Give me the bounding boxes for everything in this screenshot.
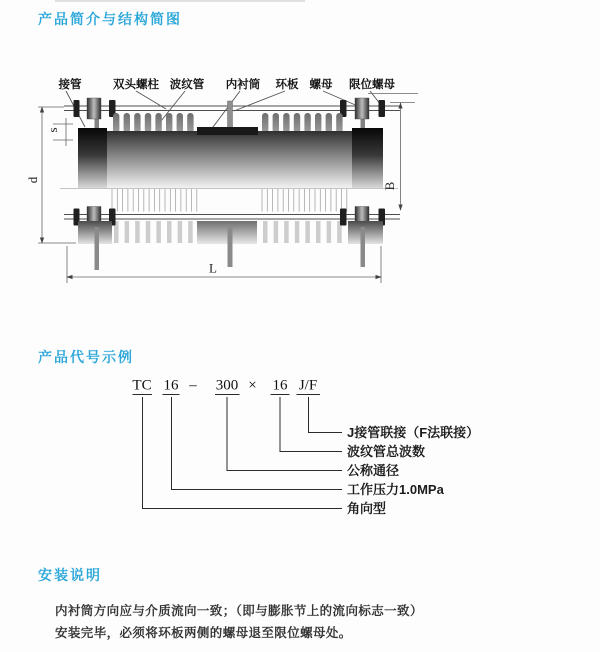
code-seg-connection: J/F	[298, 377, 318, 394]
hanging-studs-bottom	[95, 227, 366, 270]
dim-label-B: B	[382, 181, 397, 191]
ring-plate-tab-top	[228, 101, 233, 129]
ann-working-pressure: 工作压力1.0MPa	[347, 482, 444, 497]
dimension-d	[25, 107, 76, 243]
dim-label-d: d	[25, 176, 40, 184]
ann-nominal-diameter: 公称通径	[347, 463, 400, 478]
structure-diagram	[0, 60, 600, 310]
bellows-left-bottom-lines	[112, 189, 197, 212]
bellows-left-top	[113, 113, 194, 133]
part-label-stud-bolt: 双头螺柱	[113, 79, 159, 91]
part-label-limit-nut: 限位螺母	[349, 79, 395, 91]
code-connectors	[143, 397, 343, 509]
dim-label-s: s	[45, 127, 60, 133]
part-label-connecting-pipe: 接管	[58, 79, 82, 91]
scan-artifact	[55, 0, 305, 2]
part-label-nut: 螺母	[309, 79, 333, 91]
part-labels	[58, 77, 396, 91]
install-instruction-line2: 安装完毕，必须将环板两侧的螺母退至限位螺母处。	[55, 626, 352, 640]
bellows-right-bottom-lines	[262, 189, 347, 212]
code-seg-waves: 16	[272, 377, 288, 394]
part-label-ring-plate: 环板	[275, 79, 299, 91]
code-seg-times: ×	[248, 377, 257, 394]
section-title-code: 产品代号示例	[38, 349, 134, 365]
joint-body-top	[78, 127, 383, 188]
ann-angular-type: 角向型	[347, 501, 387, 516]
section-title-install: 安装说明	[38, 567, 102, 583]
bellows-right-top	[262, 113, 343, 133]
dimension-L	[67, 246, 381, 283]
code-seg-pressure: 16	[163, 377, 179, 394]
dimension-s	[45, 118, 73, 146]
section-title-intro: 产品简介与结构简图	[38, 11, 182, 27]
part-label-inner-liner: 内衬筒	[225, 79, 261, 91]
code-annotations	[347, 425, 479, 516]
code-seg-type: TC	[132, 377, 152, 394]
dim-label-L: L	[209, 260, 217, 276]
code-seg-dash: –	[189, 377, 197, 394]
code-seg-dn: 300	[215, 377, 239, 394]
install-instruction-line1: 内衬筒方向应与介质流向一致；（即与膨胀节上的流向标志一致）	[55, 604, 423, 618]
part-label-bellows: 波纹管	[169, 79, 205, 91]
ann-wave-count: 波纹管总波数	[347, 444, 426, 459]
product-code-figure	[0, 370, 600, 520]
ann-connection: J接管联接（F法联接）	[347, 425, 480, 440]
code-segments	[132, 378, 317, 394]
